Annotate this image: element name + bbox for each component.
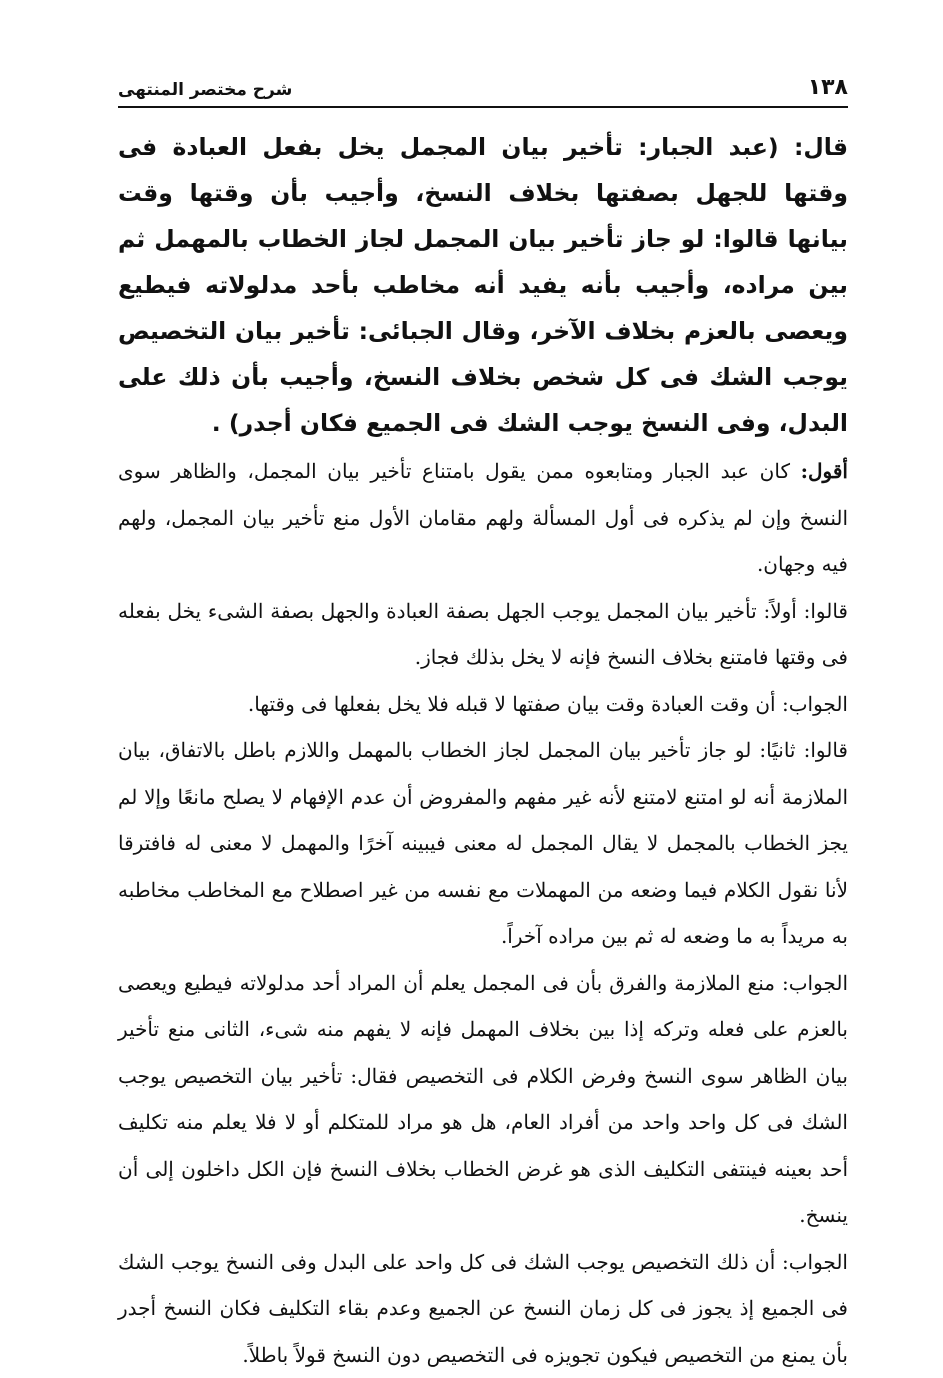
paragraph-text: قالوا: ثانيًا: لو جاز تأخير بيان المجمل لجاز الخطاب بالمهمل واللازم باطل بالاتفاق، بيان الملازمة أنه لو امتنع لامتنع لأنه غير مفهم والمفروض أن عدم الإفهام لا يصلح مانعًا وإلا لم يجز الخطاب بالمجمل لا يقال المجمل له معنى فيبينه آخرًا والمهمل لا معنى له فافترقا لأنا نقول الكلام فيما وضعه من المهملات مع نفسه من غير اصطلاح مع المخاطب مخاطبه به مريداً به ما وضعه له ثم بين مراده آخراً. <box>118 738 848 948</box>
paragraph <box>118 1239 848 1378</box>
paragraph <box>118 588 848 681</box>
paragraph <box>118 960 848 1239</box>
paragraph-lead: أقول: <box>801 459 848 483</box>
page-number: ١٣٨ <box>808 75 848 100</box>
paragraph-text: الجواب: أن ذلك التخصيص يوجب الشك فى كل واحد على البدل وفى النسخ يوجب الشك فى الجميع إذ يجوز فى كل زمان النسخ عن الجميع وعدم بقاء التكليف فكان النسخ أجدر بأن يمنع من التخصيص فيكون تجويزه فى التخصيص دون النسخ قولاً باطلاً. <box>118 1250 848 1367</box>
paragraph-text: كان عبد الجبار ومتابعوه ممن يقول بامتناع تأخير بيان المجمل، والظاهر سوى النسخ وإن لم يذكره فى أول المسألة ولهم مقامان الأول منع تأخير بيان المجمل، ولهم فيه وجهان. <box>118 459 848 576</box>
page-body <box>118 124 848 1330</box>
paragraph-text: قالوا: أولاً: تأخير بيان المجمل يوجب الجهل بصفة العبادة والجهل بصفة الشىء يخل بفعله فى وقتها فامتنع بخلاف النسخ فإنه لا يخل بذلك فجاز. <box>118 599 848 670</box>
paragraph <box>118 681 848 728</box>
paragraph <box>118 727 848 960</box>
page-header <box>118 70 848 108</box>
running-title: شرح مختصر المنتهى <box>118 80 292 100</box>
paragraph-text: الجواب: أن وقت العبادة وقت بيان صفتها لا قبله فلا يخل بفعلها فى وقتها. <box>248 692 848 716</box>
paragraph <box>118 448 848 588</box>
paragraph-text: الجواب: منع الملازمة والفرق بأن فى المجمل يعلم أن المراد أحد مدلولاته فيطيع ويعصى بالعزم على فعله وتركه إذا بين بخلاف المهمل فإنه لا يفهم منه شىء، الثانى منع تأخير بيان الظاهر سوى النسخ وفرض الكلام فى التخصيص فقال: تأخير بيان التخصيص يوجب الشك فى كل واحد واحد من أفراد العام، هل هو مراد للمتكلم أو لا فلا يعلم منه تكليف أحد بعينه فينتفى التكليف الذى هو غرض الخطاب بخلاف النسخ فإن الكل داخلون إلى أن ينسخ. <box>118 971 848 1228</box>
matn-text: قال: (عبد الجبار: تأخير بيان المجمل يخل بفعل العبادة فى وقتها للجهل بصفتها بخلاف النسخ، وأجيب بأن وقتها وقت بيانها قالوا: لو جاز تأخير بيان المجمل لجاز الخطاب بالمهمل ثم بين مراده، وأجيب بأنه يفيد أنه مخاطب بأحد مدلولاته فيطيع ويعصى بالعزم بخلاف الآخر، وقال الجبائى: تأخير بيان التخصيص يوجب الشك فى كل شخص بخلاف النسخ، وأجيب بأن ذلك على البدل، وفى النسخ يوجب الشك فى الجميع فكان أجدر) . <box>118 124 848 446</box>
